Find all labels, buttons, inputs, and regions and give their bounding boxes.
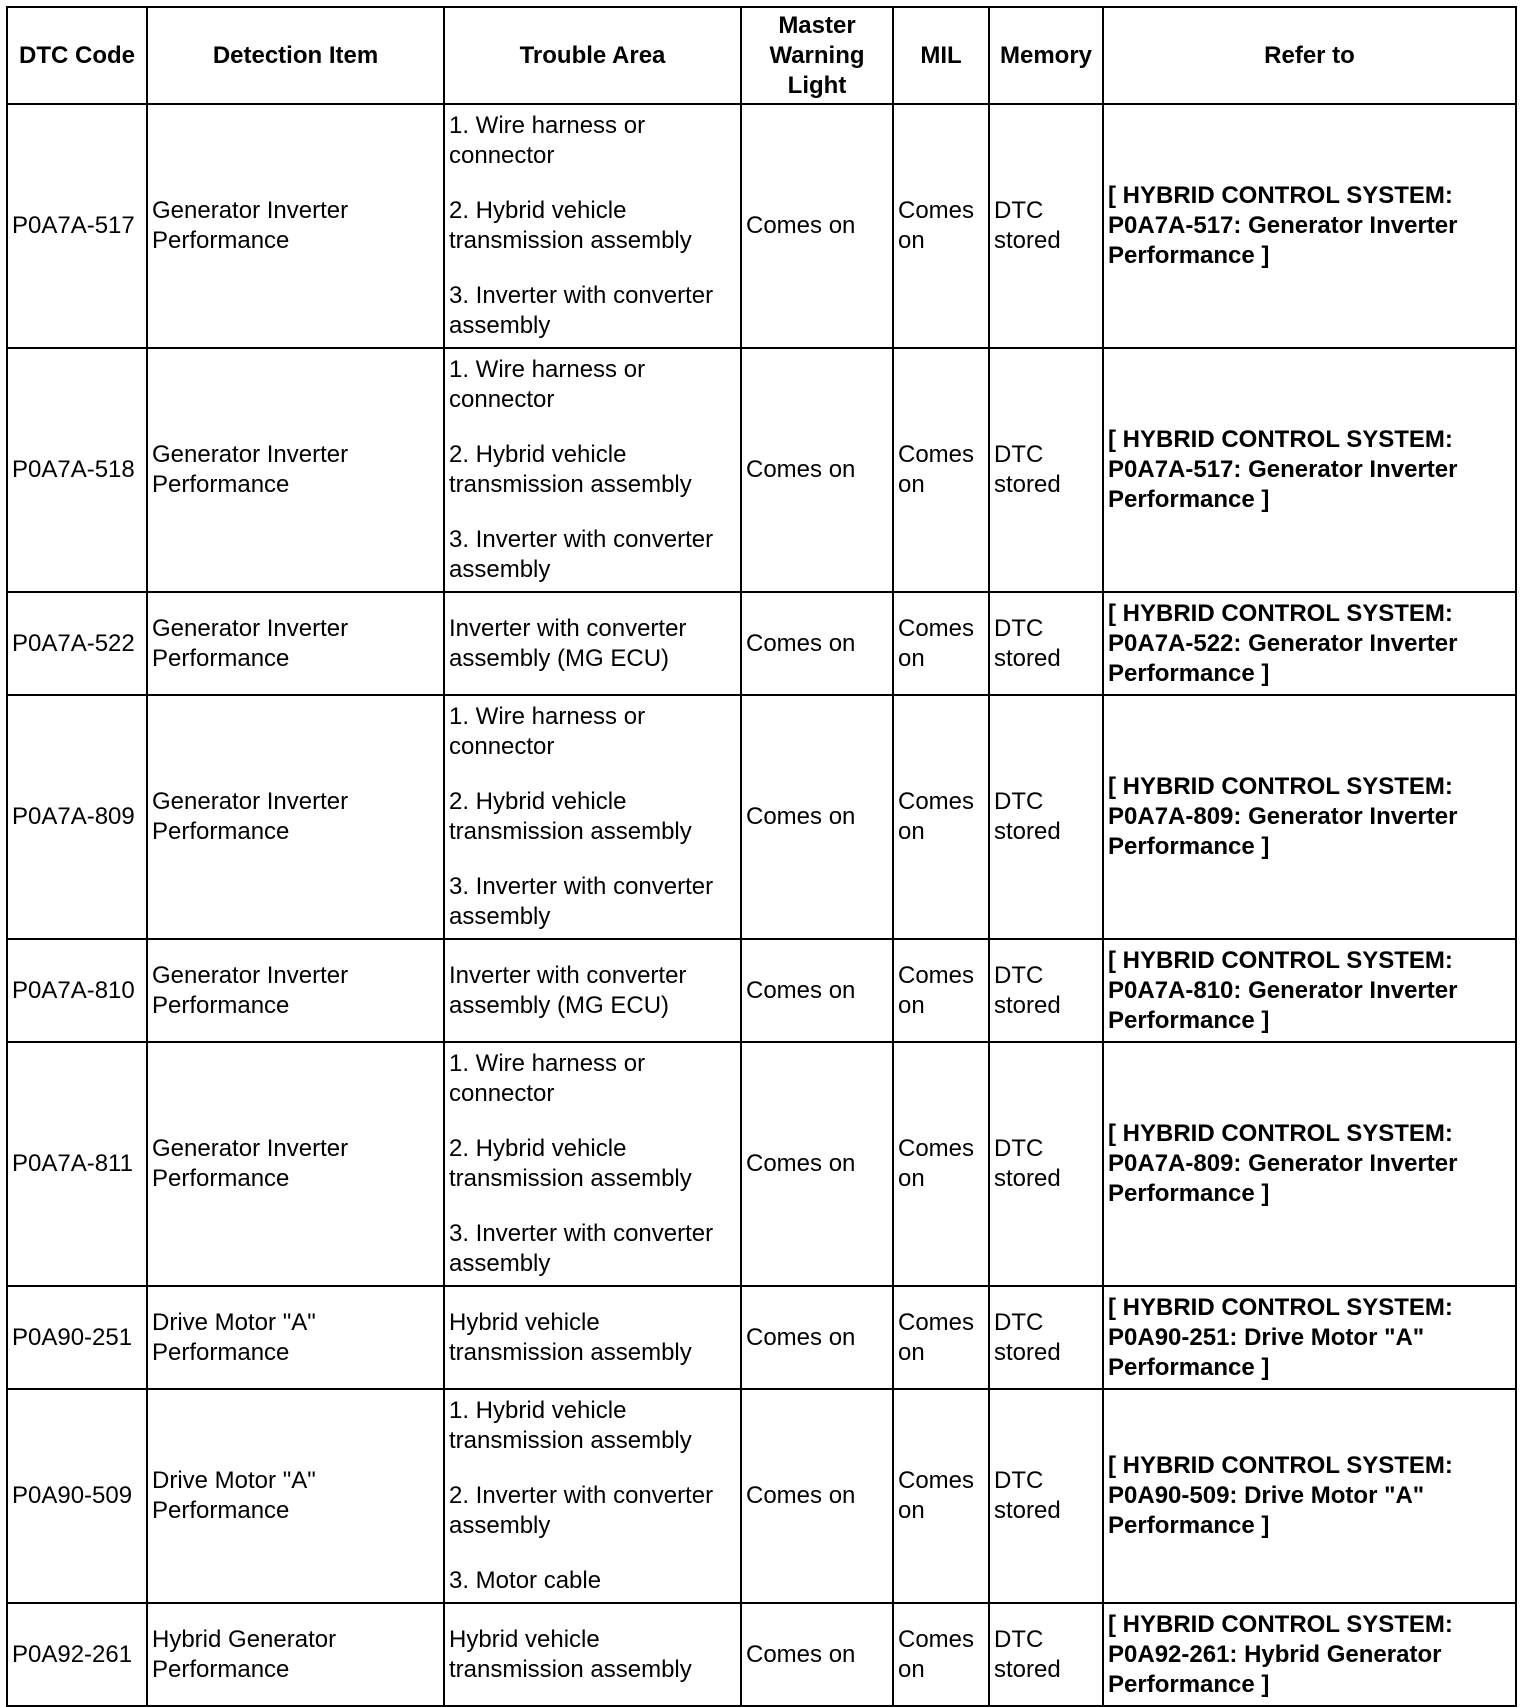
mil-cell: Comes on — [893, 939, 989, 1042]
mil-cell: Comes on — [893, 592, 989, 695]
trouble-area-cell — [444, 348, 741, 592]
refer-to-cell: [ HYBRID CONTROL SYSTEM: P0A7A-809: Generator Inverter Performance ] — [1103, 695, 1516, 939]
refer-to-cell: [ HYBRID CONTROL SYSTEM: P0A7A-809: Generator Inverter Performance ] — [1103, 1042, 1516, 1286]
memory-cell: DTC stored — [989, 939, 1103, 1042]
header-refer-to: Refer to — [1103, 7, 1516, 104]
trouble-area-item: Hybrid vehicle transmission assembly — [449, 1308, 692, 1366]
trouble-area-item: 3. Inverter with converter assembly — [449, 1220, 714, 1277]
memory-cell: DTC stored — [989, 348, 1103, 592]
memory-cell: DTC stored — [989, 104, 1103, 348]
memory-cell: DTC stored — [989, 695, 1103, 939]
trouble-area-item: 1. Wire harness or connector — [449, 112, 646, 169]
refer-to-cell: [ HYBRID CONTROL SYSTEM: P0A90-509: Drive Motor "A" Performance ] — [1103, 1389, 1516, 1603]
trouble-area-item: 2. Hybrid vehicle transmission assembly — [449, 441, 692, 498]
table-row — [7, 1603, 1516, 1706]
table-body — [7, 104, 1516, 1706]
dtc-code-cell: P0A7A-517 — [7, 104, 147, 348]
detection-item-cell: Hybrid Generator Performance — [147, 1603, 444, 1706]
trouble-area-item: 3. Inverter with converter assembly — [449, 282, 714, 339]
trouble-area-item: 1. Hybrid vehicle transmission assembly — [449, 1397, 692, 1454]
refer-to-cell: [ HYBRID CONTROL SYSTEM: P0A92-261: Hybrid Generator Performance ] — [1103, 1603, 1516, 1706]
header-row — [7, 7, 1516, 104]
trouble-area-item: 2. Inverter with converter assembly — [449, 1482, 714, 1539]
header-mil: MIL — [893, 7, 989, 104]
refer-to-cell: [ HYBRID CONTROL SYSTEM: P0A7A-522: Generator Inverter Performance ] — [1103, 592, 1516, 695]
dtc-table-container — [6, 6, 1515, 1707]
dtc-code-cell: P0A90-509 — [7, 1389, 147, 1603]
table-row — [7, 104, 1516, 348]
trouble-area-item: Inverter with converter assembly (MG ECU) — [449, 961, 687, 1019]
table-row — [7, 1286, 1516, 1389]
trouble-area-item: 1. Wire harness or connector — [449, 356, 646, 413]
dtc-code-cell: P0A7A-810 — [7, 939, 147, 1042]
master-warning-cell: Comes on — [741, 1603, 893, 1706]
dtc-code-cell: P0A7A-522 — [7, 592, 147, 695]
mil-cell: Comes on — [893, 1389, 989, 1603]
detection-item-cell: Generator Inverter Performance — [147, 348, 444, 592]
mil-cell: Comes on — [893, 1042, 989, 1286]
detection-item-cell: Generator Inverter Performance — [147, 592, 444, 695]
detection-item-cell: Generator Inverter Performance — [147, 104, 444, 348]
trouble-area-item: Inverter with converter assembly (MG ECU) — [449, 614, 687, 672]
table-row — [7, 1389, 1516, 1603]
table-row — [7, 695, 1516, 939]
dtc-code-cell: P0A7A-518 — [7, 348, 147, 592]
memory-cell: DTC stored — [989, 592, 1103, 695]
dtc-code-cell: P0A7A-809 — [7, 695, 147, 939]
trouble-area-item: Hybrid vehicle transmission assembly — [449, 1625, 692, 1683]
trouble-area-list — [449, 961, 736, 1021]
table-row — [7, 348, 1516, 592]
master-warning-cell: Comes on — [741, 695, 893, 939]
trouble-area-cell — [444, 104, 741, 348]
trouble-area-item: 1. Wire harness or connector — [449, 1050, 646, 1107]
trouble-area-item: 3. Motor cable — [449, 1567, 602, 1594]
refer-to-cell: [ HYBRID CONTROL SYSTEM: P0A7A-810: Generator Inverter Performance ] — [1103, 939, 1516, 1042]
header-trouble-area: Trouble Area — [444, 7, 741, 104]
refer-to-cell: [ HYBRID CONTROL SYSTEM: P0A90-251: Drive Motor "A" Performance ] — [1103, 1286, 1516, 1389]
trouble-area-item: 2. Hybrid vehicle transmission assembly — [449, 197, 692, 254]
trouble-area-list — [449, 1396, 736, 1596]
refer-to-cell: [ HYBRID CONTROL SYSTEM: P0A7A-517: Generator Inverter Performance ] — [1103, 348, 1516, 592]
trouble-area-list — [449, 1625, 736, 1685]
mil-cell: Comes on — [893, 1286, 989, 1389]
trouble-area-item: 3. Inverter with converter assembly — [449, 873, 714, 930]
trouble-area-list — [449, 702, 736, 932]
mil-cell: Comes on — [893, 1603, 989, 1706]
trouble-area-item: 2. Hybrid vehicle transmission assembly — [449, 1135, 692, 1192]
memory-cell: DTC stored — [989, 1603, 1103, 1706]
dtc-code-cell: P0A92-261 — [7, 1603, 147, 1706]
trouble-area-item: 2. Hybrid vehicle transmission assembly — [449, 788, 692, 845]
mil-cell: Comes on — [893, 104, 989, 348]
header-memory: Memory — [989, 7, 1103, 104]
detection-item-cell: Drive Motor "A" Performance — [147, 1389, 444, 1603]
table-row — [7, 939, 1516, 1042]
header-detection-item: Detection Item — [147, 7, 444, 104]
trouble-area-cell — [444, 695, 741, 939]
refer-to-cell: [ HYBRID CONTROL SYSTEM: P0A7A-517: Generator Inverter Performance ] — [1103, 104, 1516, 348]
trouble-area-list — [449, 1049, 736, 1279]
trouble-area-cell — [444, 1286, 741, 1389]
trouble-area-list — [449, 614, 736, 674]
memory-cell: DTC stored — [989, 1286, 1103, 1389]
master-warning-cell: Comes on — [741, 939, 893, 1042]
detection-item-cell: Generator Inverter Performance — [147, 1042, 444, 1286]
trouble-area-list — [449, 111, 736, 341]
master-warning-cell: Comes on — [741, 348, 893, 592]
detection-item-cell: Generator Inverter Performance — [147, 939, 444, 1042]
trouble-area-cell — [444, 1603, 741, 1706]
trouble-area-list — [449, 1308, 736, 1368]
trouble-area-cell — [444, 1042, 741, 1286]
trouble-area-list — [449, 355, 736, 585]
trouble-area-cell — [444, 592, 741, 695]
header-dtc-code: DTC Code — [7, 7, 147, 104]
master-warning-cell: Comes on — [741, 104, 893, 348]
trouble-area-cell — [444, 1389, 741, 1603]
mil-cell: Comes on — [893, 348, 989, 592]
header-master-warning-light: Master Warning Light — [741, 7, 893, 104]
table-row — [7, 1042, 1516, 1286]
trouble-area-item: 3. Inverter with converter assembly — [449, 526, 714, 583]
memory-cell: DTC stored — [989, 1042, 1103, 1286]
trouble-area-item: 1. Wire harness or connector — [449, 703, 646, 760]
master-warning-cell: Comes on — [741, 1042, 893, 1286]
mil-cell: Comes on — [893, 695, 989, 939]
detection-item-cell: Generator Inverter Performance — [147, 695, 444, 939]
master-warning-cell: Comes on — [741, 592, 893, 695]
master-warning-cell: Comes on — [741, 1389, 893, 1603]
table-row — [7, 592, 1516, 695]
master-warning-cell: Comes on — [741, 1286, 893, 1389]
dtc-table — [6, 6, 1517, 1707]
trouble-area-cell — [444, 939, 741, 1042]
dtc-code-cell: P0A7A-811 — [7, 1042, 147, 1286]
detection-item-cell: Drive Motor "A" Performance — [147, 1286, 444, 1389]
memory-cell: DTC stored — [989, 1389, 1103, 1603]
dtc-code-cell: P0A90-251 — [7, 1286, 147, 1389]
